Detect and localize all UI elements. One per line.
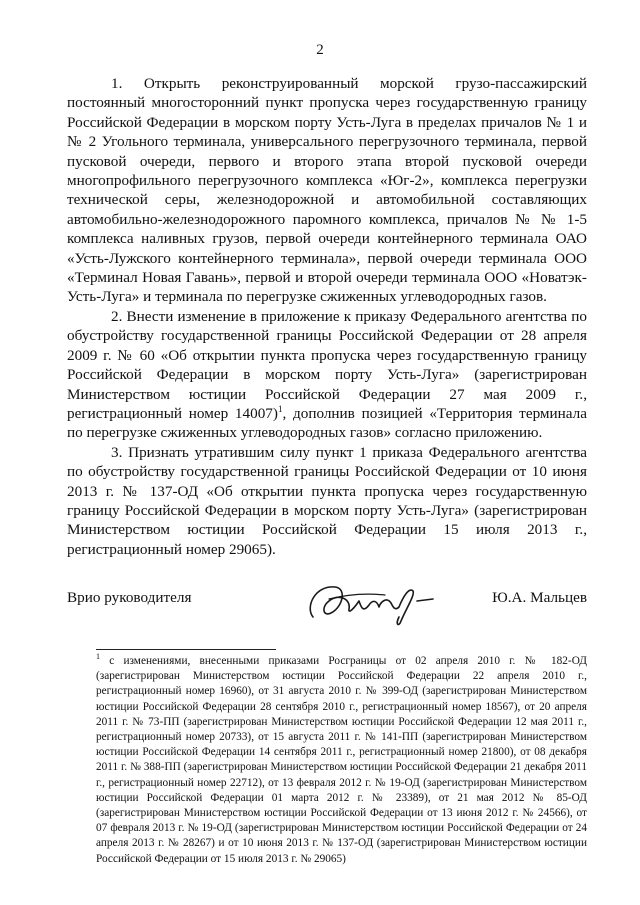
footnote-text: с изменениями, внесенными приказами Росграницы от 02 апреля 2010 г. № 182-ОД (зарегистрирован Министерством юстиции Российской Федерации 22 апреля 2010 г., регистрационный номер 16960), от 31 августа 2010 г. № 399-ОД (зарегистрирован Министерством юстиции Российской Федерации 28 сентября 2010 г., регистрационный номер 18567), от 20 апреля 2011 г. № 73-ПП (зарегистрирован Министерством юстиции Российской Федерации 12 мая 2011 г., регистрационный номер 20733), от 15 августа 2011 г. № 141-ПП (зарегистрирован Министерством юстиции Российской Федерации 14 сентября 2011 г., регистрационный номер 21800), от 08 декабря 2011 г. № 388-ПП (зарегистрирован Министерством юстиции Российской Федерации 21 декабря 2011 г., регистрационный номер 22712), от 13 февраля 2012 г. № 19-ОД (зарегистрирован Министерством юстиции Российской Федерации 01 марта 2012 г. № 23389), от 21 мая 2012 № 85-ОД (зарегистрирован Министерством юстиции Российской Федерации от 13 июня 2012 г. № 24566), от 07 февраля 2013 г. № 19-ОД (зарегистрирован Министерством юстиции Российской Федерации от 24 апреля 2013 г. № 28267) и от 10 июня 2013 г. № 137-ОД (зарегистрирован Министерством юстиции Российской Федерации от 15 июля 2013 г. № 29065)	[96, 655, 587, 865]
signatory-title: Врио руководителя	[67, 589, 192, 606]
footnote	[96, 654, 587, 867]
footnote-reference: 1	[277, 403, 283, 414]
page-number: 2	[316, 42, 324, 58]
signature-block	[67, 577, 587, 627]
paragraph-2-text-continued: , дополнив позицией «Территория терминала по перегрузке сжиженных углеводородных газов» согласно приложению.	[67, 404, 587, 442]
paragraph-2-text: 2. Внести изменение в приложение к приказу Федерального агентства по обустройству государственной границы Российской Федерации от 28 апреля 2009 г. № 60 «Об открытии пункта пропуска через государственную границу Российской Федерации в морском порту Усть-Луга» (зарегистрирован Министерством юстиции Российской Федерации 27 мая 2009 г., регистрационный номер 14007)	[67, 307, 587, 422]
paragraph-2	[67, 307, 587, 443]
paragraph-1: 1. Открыть реконструированный морской грузо-пассажирский постоянный многосторонний пункт пропуска через государственную границу Российской Федерации в морском порту Усть-Луга в пределах причалов № 1 и № 2 Угольного терминала, универсального перегрузочного терминала, первой пусковой очереди, первого и второго этапа второй пусковой очереди многопрофильного перегрузочного комплекса «Юг-2», комплекса перегрузки технической серы, железнодорожной и автомобильной составляющих автомобильно-железнодорожного паромного комплекса, причалов № № 1-5 комплекса наливных грузов, первой очереди контейнерного терминала ОАО «Усть-Лужского контейнерного терминала», первой очереди терминала ООО «Терминал Новая Гавань», первой и второй очереди терминала ООО «Новатэк-Усть-Луга» и терминала по перегрузке сжиженных углеводородных газов.	[67, 75, 587, 306]
document-body	[67, 74, 587, 559]
footnote-separator	[96, 649, 276, 650]
handwritten-signature	[295, 577, 445, 629]
signatory-name: Ю.А. Мальцев	[492, 589, 587, 606]
paragraph-3: 3. Признать утратившим силу пункт 1 приказа Федерального агентства по обустройству государственной границы Российской Федерации от 10 июня 2013 г. № 137-ОД «Об открытии пункта пропуска через государственную границу Российской Федерации в морском порту Усть-Луга» (зарегистрирован Министерством юстиции Российской Федерации 15 июля 2013 г., регистрационный номер 29065).	[67, 443, 587, 558]
footnote-marker: 1	[96, 652, 100, 662]
